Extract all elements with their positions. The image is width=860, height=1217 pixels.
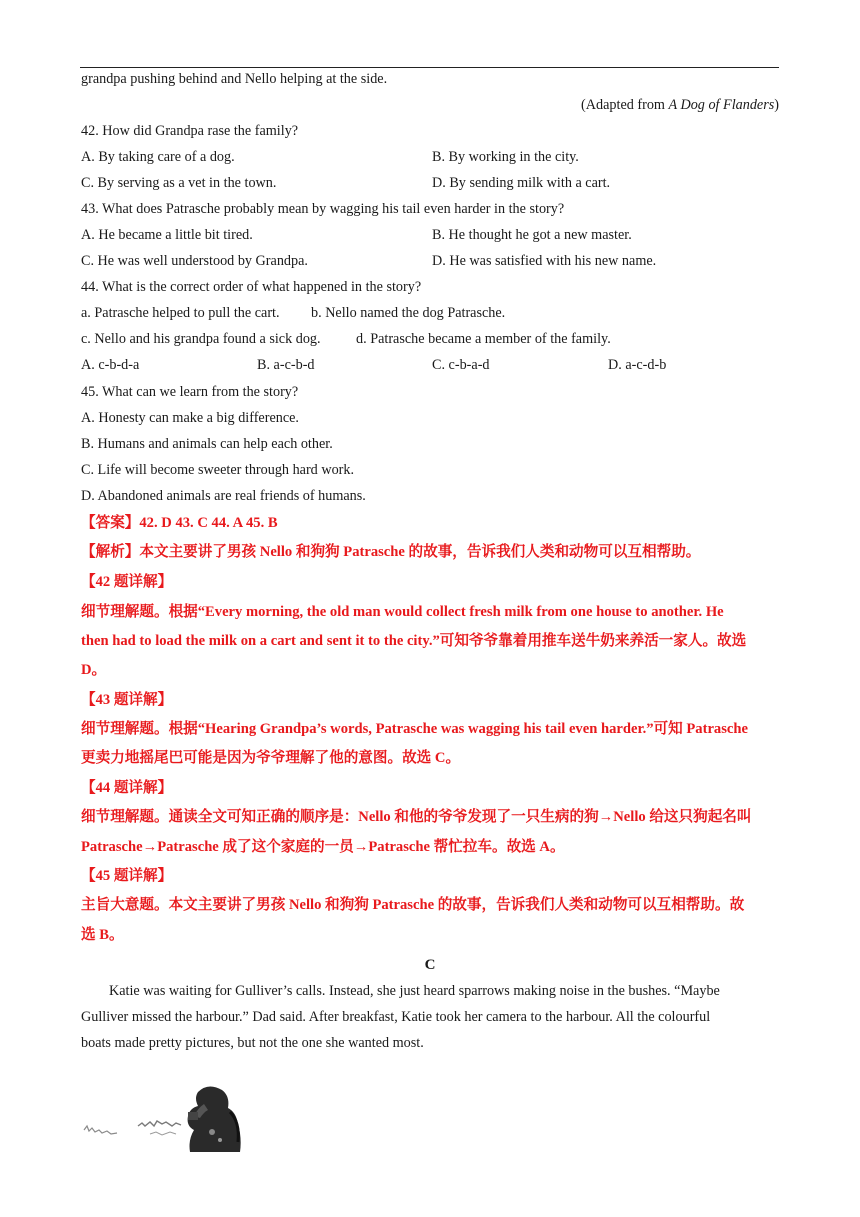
analysis-q43-line1: 细节理解题。根据“Hearing Grandpa’s words, Patrasche was wagging his tail even harder.”可知 Patrasche <box>81 721 748 737</box>
question-43-option-c: C. He was well understood by Grandpa. <box>81 253 308 269</box>
analysis-q44-heading: 【44 题详解】 <box>81 780 173 796</box>
source-citation: (Adapted from A Dog of Flanders) <box>581 97 779 113</box>
header-rule <box>80 67 779 68</box>
analysis-q45-line2: 选 B。 <box>81 927 124 943</box>
analysis-summary: 【解析】本文主要讲了男孩 Nello 和狗狗 Patrasche 的故事，告诉我们人类和动物可以互相帮助。 <box>81 544 701 560</box>
question-45-stem: 45. What can we learn from the story? <box>81 384 299 400</box>
passage-continuation: grandpa pushing behind and Nello helping at the side. <box>81 71 388 87</box>
answer-key: 【答案】42. D 43. C 44. A 45. B <box>81 515 278 531</box>
analysis-q43-line2: 更卖力地摇尾巴可能是因为爷爷理解了他的意图。故选 C。 <box>81 750 461 766</box>
section-c-paragraph-line1: Katie was waiting for Gulliver’s calls. Instead, she just heard sparrows making noise in the bushes. “Maybe <box>109 983 720 999</box>
question-43-option-b: B. He thought he got a new master. <box>432 227 632 243</box>
question-43-stem: 43. What does Patrasche probably mean by wagging his tail even harder in the story? <box>81 201 565 217</box>
question-42-stem: 42. How did Grandpa rase the family? <box>81 123 299 139</box>
section-c-paragraph-line2: Gulliver missed the harbour.” Dad said. After breakfast, Katie took her camera to the harbour. All the colourful <box>81 1009 711 1025</box>
question-44-stem: 44. What is the correct order of what happened in the story? <box>81 279 422 295</box>
question-45-option-d: D. Abandoned animals are real friends of humans. <box>81 488 366 504</box>
question-44-option-c: C. c-b-a-d <box>432 357 490 373</box>
question-45-option-a: A. Honesty can make a big difference. <box>81 410 299 426</box>
analysis-q44-line1: 细节理解题。通读全文可知正确的顺序是：Nello 和他的爷爷发现了一只生病的狗→Nello 给这只狗起名叫 <box>81 809 752 825</box>
question-44-event-a: a. Patrasche helped to pull the cart. <box>81 305 280 321</box>
section-c-heading: C <box>424 957 436 973</box>
analysis-q44-line2: Patrasche→Patrasche 成了这个家庭的一员→Patrasche 帮忙拉车。故选 A。 <box>81 839 565 855</box>
question-44-option-b: B. a-c-b-d <box>257 357 315 373</box>
question-42-option-b: B. By working in the city. <box>432 149 579 165</box>
question-44-event-c: c. Nello and his grandpa found a sick dog. <box>81 331 321 347</box>
question-45-option-b: B. Humans and animals can help each other. <box>81 436 333 452</box>
analysis-q43-heading: 【43 题详解】 <box>81 692 173 708</box>
analysis-q42-heading: 【42 题详解】 <box>81 574 173 590</box>
question-45-option-c: C. Life will become sweeter through hard work. <box>81 462 355 478</box>
question-44-event-d: d. Patrasche became a member of the family. <box>356 331 611 347</box>
question-43-option-a: A. He became a little bit tired. <box>81 227 253 243</box>
question-44-option-a: A. c-b-d-a <box>81 357 140 373</box>
analysis-q42-line1: 细节理解题。根据“Every morning, the old man would collect fresh milk from one house to another. He <box>81 604 724 620</box>
analysis-q45-line1: 主旨大意题。本文主要讲了男孩 Nello 和狗狗 Patrasche 的故事，告诉我们人类和动物可以互相帮助。故 <box>81 897 745 913</box>
question-43-option-d: D. He was satisfied with his new name. <box>432 253 657 269</box>
story-illustration <box>80 1082 248 1156</box>
section-c-paragraph-line3: boats made pretty pictures, but not the one she wanted most. <box>81 1035 424 1051</box>
question-44-event-b: b. Nello named the dog Patrasche. <box>311 305 506 321</box>
question-44-option-d: D. a-c-d-b <box>608 357 667 373</box>
analysis-q42-line2: then had to load the milk on a cart and sent it to the city.”可知爷爷靠着用推车送牛奶来养活一家人。故选 <box>81 633 747 649</box>
question-42-option-c: C. By serving as a vet in the town. <box>81 175 277 191</box>
question-42-option-a: A. By taking care of a dog. <box>81 149 235 165</box>
analysis-q45-heading: 【45 题详解】 <box>81 868 173 884</box>
analysis-q42-line3: D。 <box>81 662 107 678</box>
question-42-option-d: D. By sending milk with a cart. <box>432 175 611 191</box>
